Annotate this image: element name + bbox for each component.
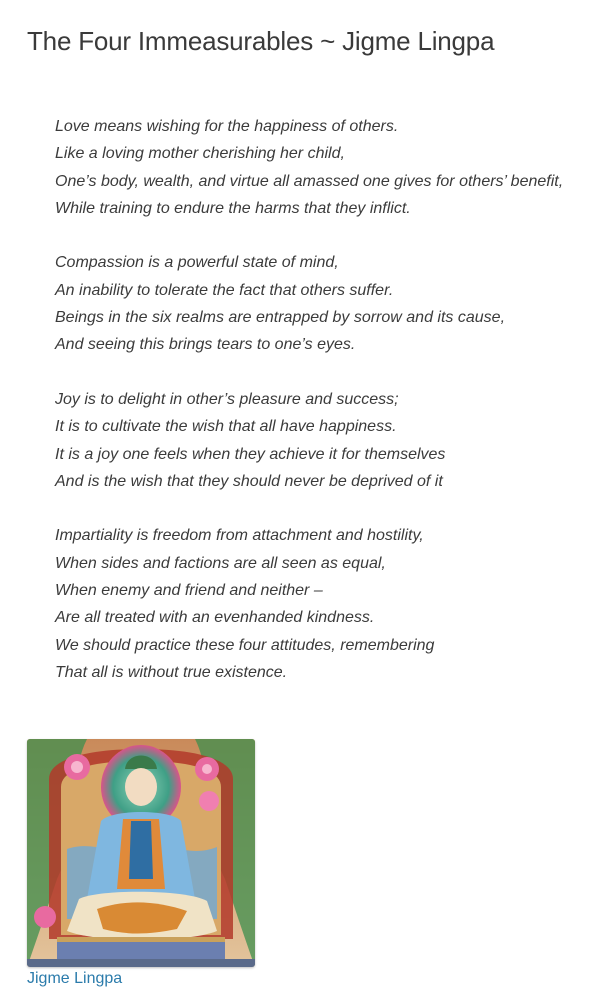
page-title: The Four Immeasurables ~ Jigme Lingpa bbox=[27, 26, 495, 56]
poem-line: It is to cultivate the wish that all have happiness. bbox=[55, 418, 397, 436]
poem-line: And is the wish that they should never be deprived of it bbox=[55, 472, 443, 490]
poem-line: When sides and factions are all seen as equal, bbox=[55, 554, 386, 572]
poem-line: Beings in the six realms are entrapped by sorrow and its cause, bbox=[55, 309, 506, 327]
poem-line: Love means wishing for the happiness of others. bbox=[55, 118, 399, 135]
poem-line: We should practice these four attitudes, remembering bbox=[55, 636, 435, 654]
stanza-impartiality bbox=[55, 522, 563, 686]
poem-line: Joy is to delight in other’s pleasure and success; bbox=[55, 390, 399, 408]
poem bbox=[55, 113, 563, 714]
poem-line: When enemy and friend and neither – bbox=[55, 582, 323, 600]
poem-line: Are all treated with an evenhanded kindness. bbox=[55, 609, 375, 627]
poem-line: Impartiality is freedom from attachment and hostility, bbox=[55, 527, 424, 545]
poem-line: An inability to tolerate the fact that others suffer. bbox=[55, 281, 394, 299]
poem-line: And seeing this brings tears to one’s eyes. bbox=[55, 336, 356, 354]
poem-line: That all is without true existence. bbox=[55, 663, 288, 681]
jigme-lingpa-portrait[interactable] bbox=[27, 739, 255, 967]
stanza-love bbox=[55, 113, 563, 222]
stanza-compassion bbox=[55, 249, 563, 358]
portrait-caption-link[interactable]: Jigme Lingpa bbox=[27, 970, 123, 987]
poem-line: While training to endure the harms that they inflict. bbox=[55, 199, 411, 217]
poem-line: One’s body, wealth, and virtue all amassed one gives for others’ benefit, bbox=[55, 172, 564, 190]
portrait-painting bbox=[27, 739, 255, 967]
poem-line: Like a loving mother cherishing her child, bbox=[55, 145, 345, 163]
stanza-joy bbox=[55, 386, 563, 495]
poem-line: Compassion is a powerful state of mind, bbox=[55, 254, 339, 272]
poem-line: It is a joy one feels when they achieve it for themselves bbox=[55, 445, 446, 463]
